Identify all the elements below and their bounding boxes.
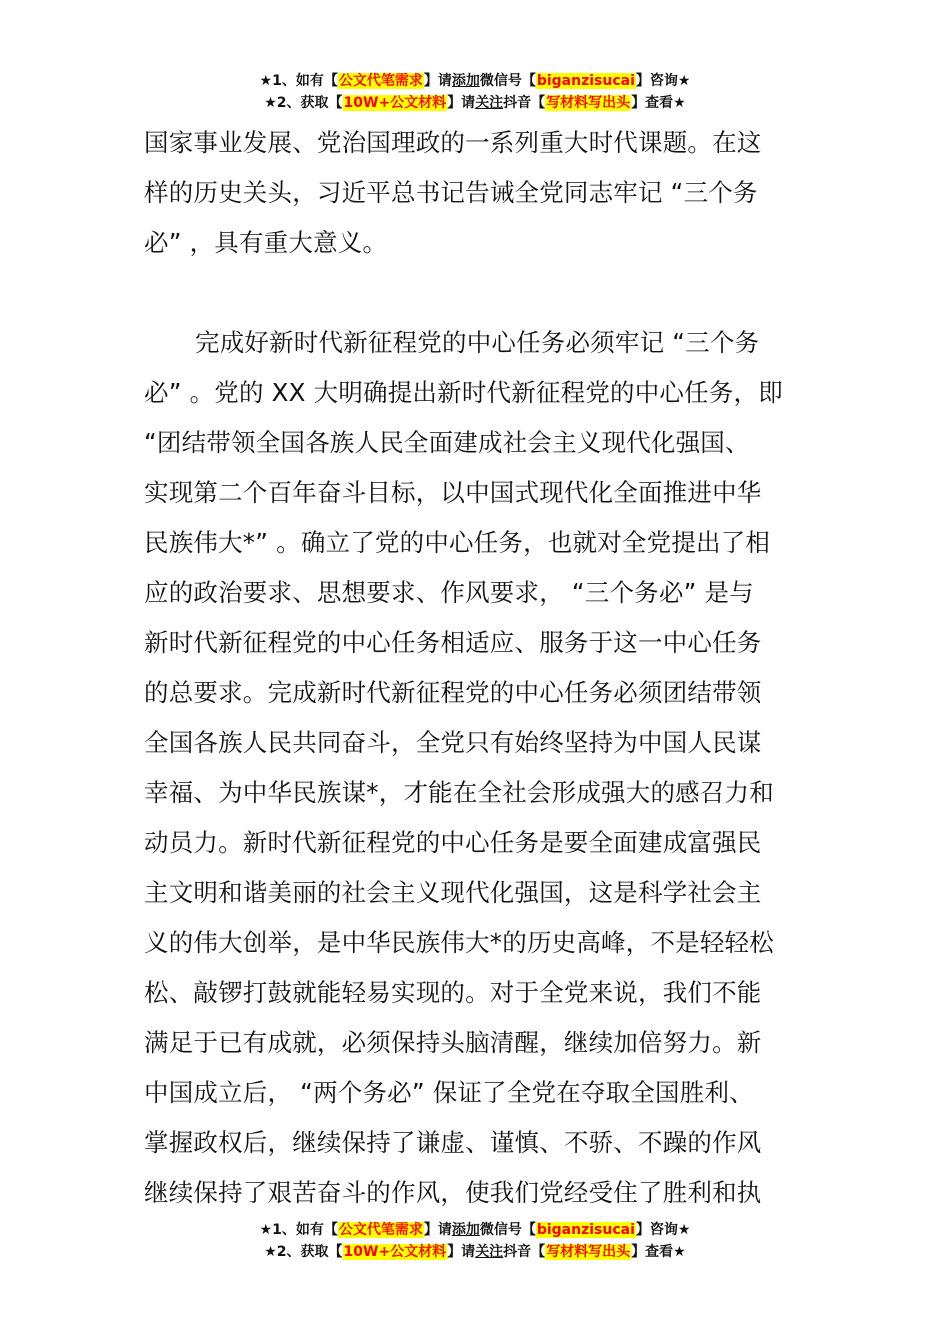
- document-body: [144, 118, 808, 1218]
- text-line: 实现第二个百年奋斗目标，以中国式现代化全面推进中华: [144, 478, 762, 507]
- text-line: 幸福、为中华民族谋*，才能在全社会形成强大的感召力和: [144, 778, 774, 807]
- text-line: 必” ，具有重大意义。: [144, 228, 388, 257]
- paragraph-2: [144, 318, 808, 1218]
- text-line: 动员力。新时代新征程党的中心任务是要全面建成富强民: [144, 828, 762, 857]
- text-line: 掌握政权后，继续保持了谦虚、谨慎、不骄、不躁的作风: [144, 1128, 762, 1157]
- text-line: 松、敲锣打鼓就能轻易实现的。对于全党来说，我们不能: [144, 978, 762, 1007]
- text-line: 样的历史关头，习近平总书记告诫全党同志牢记 “三个务: [144, 178, 758, 207]
- paragraph-gap: [144, 268, 808, 318]
- banner-line-2: ★2、获取【10W+公文材料】请关注抖音【写材料写出头】查看★: [264, 1244, 686, 1260]
- text-line: 民族伟大*” 。确立了党的中心任务，也就对全党提出了相: [144, 528, 771, 557]
- highlight-service: 公文代笔需求: [338, 73, 423, 89]
- text-line: 国家事业发展、党治国理政的一系列重大时代课题。在这: [144, 128, 762, 157]
- highlight-materials: 10W+公文材料: [343, 1244, 447, 1260]
- text-line: 继续保持了艰苦奋斗的作风，使我们党经受住了胜利和执: [144, 1178, 762, 1207]
- highlight-service: 公文代笔需求: [338, 1222, 423, 1238]
- banner-line-1: ★1、如有【公文代笔需求】请添加微信号【biganzisucai】咨询★: [259, 1222, 691, 1238]
- banner-line-2: ★2、获取【10W+公文材料】请关注抖音【写材料写出头】查看★: [264, 95, 686, 111]
- text-line: 义的伟大创举，是中华民族伟大*的历史高峰，不是轻轻松: [144, 928, 774, 957]
- paragraph-1: [144, 118, 808, 268]
- text-line: “团结带领全国各族人民全面建成社会主义现代化强国、: [144, 428, 750, 457]
- text-line: 新时代新征程党的中心任务相适应、服务于这一中心任务: [144, 628, 762, 657]
- highlight-wechat-id: biganzisucai: [536, 73, 635, 89]
- footer-banner: [0, 1219, 950, 1263]
- text-line: 必” 。党的 XX 大明确提出新时代新征程党的中心任务，即: [144, 378, 783, 407]
- banner-line-1: ★1、如有【公文代笔需求】请添加微信号【biganzisucai】咨询★: [259, 73, 691, 89]
- highlight-douyin: 写材料写出头: [546, 1244, 631, 1260]
- text-line: 的总要求。完成新时代新征程党的中心任务必须团结带领: [144, 678, 762, 707]
- header-banner: [0, 70, 950, 114]
- text-line: 全国各族人民共同奋斗，全党只有始终坚持为中国人民谋: [144, 728, 762, 757]
- text-line: 完成好新时代新征程党的中心任务必须牢记 “三个务: [195, 328, 760, 357]
- text-line: 主文明和谐美丽的社会主义现代化强国，这是科学社会主: [144, 878, 762, 907]
- text-line: 满足于已有成就，必须保持头脑清醒，继续加倍努力。新: [144, 1028, 762, 1057]
- highlight-materials: 10W+公文材料: [343, 95, 447, 111]
- highlight-douyin: 写材料写出头: [546, 95, 631, 111]
- text-line: 应的政治要求、思想要求、作风要求， “三个务必” 是与: [144, 578, 754, 607]
- highlight-wechat-id: biganzisucai: [536, 1222, 635, 1238]
- text-line: 中国成立后， “两个务必” 保证了全党在夺取全国胜利、: [144, 1078, 754, 1107]
